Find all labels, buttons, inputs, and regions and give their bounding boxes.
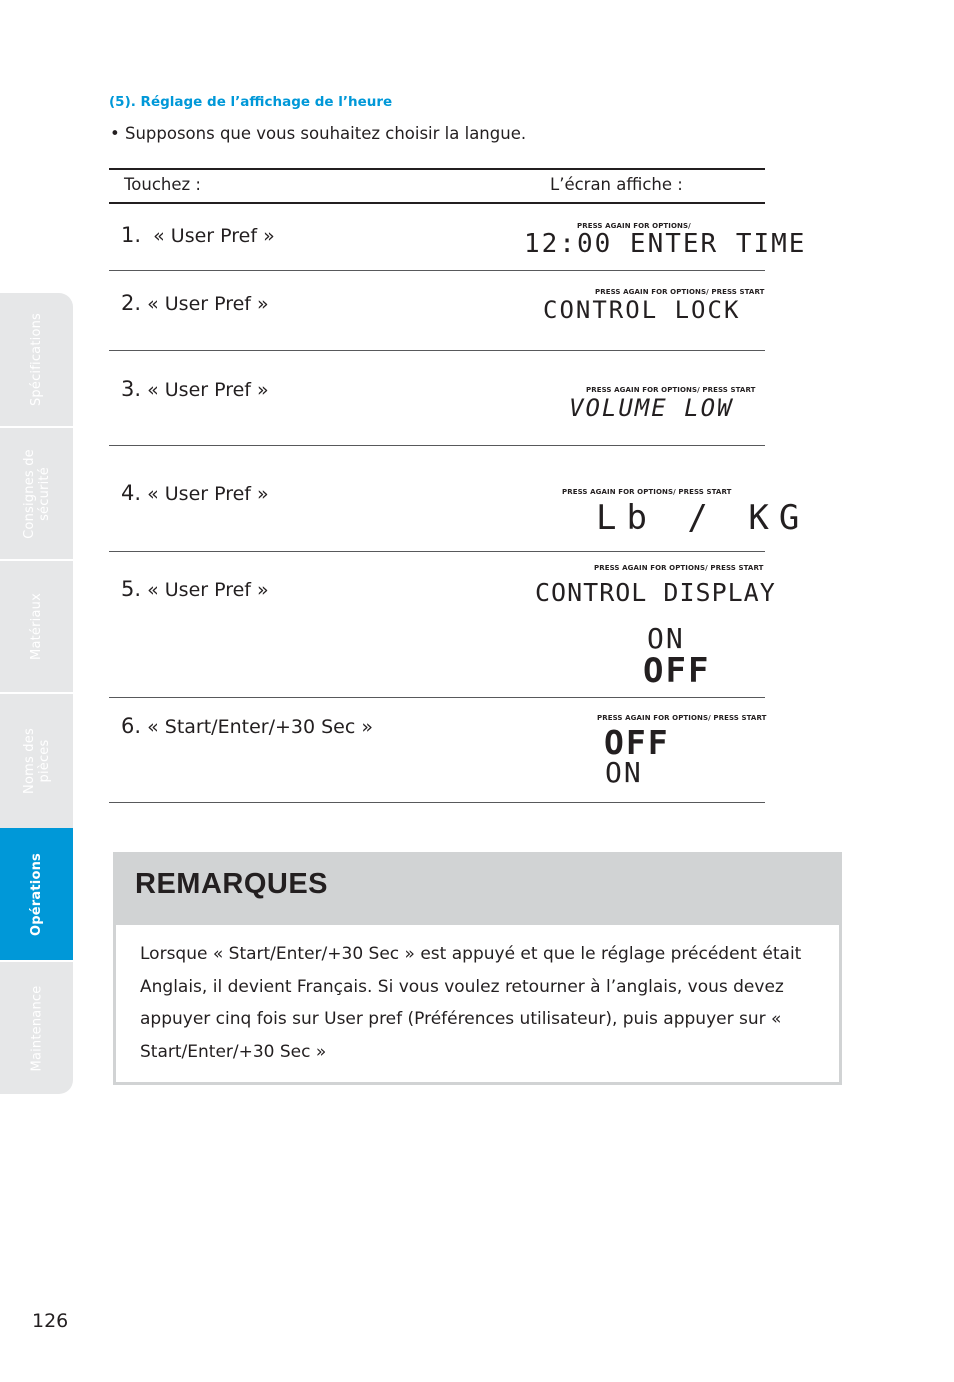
step-number: 5. xyxy=(121,577,142,601)
step-key: « User Pref » xyxy=(147,483,269,505)
tab-label: Opérations xyxy=(29,852,45,936)
display-hint: PRESS AGAIN FOR OPTIONS/ xyxy=(577,222,691,230)
tab-operations[interactable] xyxy=(0,828,73,960)
display-option-on: ON xyxy=(647,622,685,655)
tab-label: Noms des pièces xyxy=(21,727,52,794)
step-number: 2. xyxy=(121,291,142,315)
bullet-text: • Supposons que vous souhaitez choisir la langue. xyxy=(110,124,527,143)
step-row-2 xyxy=(121,291,269,315)
row-divider xyxy=(109,551,765,552)
step-number: 1. xyxy=(121,223,142,247)
tab-safety[interactable] xyxy=(0,428,73,559)
step-row-3 xyxy=(121,377,269,401)
display-text: CONTROL DISPLAY xyxy=(535,578,776,607)
step-key: « User Pref » xyxy=(147,293,269,315)
remarks-body: Lorsque « Start/Enter/+30 Sec » est appuyé et que le réglage précédent était Anglais, il devient Français. Si vous voulez retourner à l’anglais, vous devez appuyer cinq fois sur User pref (Préférences utilisateur), puis appuyer sur « Start/Enter/+30 Sec » xyxy=(140,944,802,1063)
row-divider xyxy=(109,445,765,446)
step-row-5 xyxy=(121,577,269,601)
tab-label: Matériaux xyxy=(29,593,44,660)
step-key: « User Pref » xyxy=(147,579,269,601)
remarks-title: REMARQUES xyxy=(135,868,329,900)
display-hint: PRESS AGAIN FOR OPTIONS/ PRESS START xyxy=(586,386,756,394)
step-number: 4. xyxy=(121,481,142,505)
display-hint: PRESS AGAIN FOR OPTIONS/ PRESS START xyxy=(562,488,732,496)
display-hint: PRESS AGAIN FOR OPTIONS/ PRESS START xyxy=(594,564,764,572)
display-text: VOLUME LOW xyxy=(569,394,734,422)
step-key: « Start/Enter/+30 Sec » xyxy=(147,716,373,738)
display-hint: PRESS AGAIN FOR OPTIONS/ PRESS START xyxy=(597,714,767,722)
side-tabs xyxy=(0,293,73,1094)
step-row-4 xyxy=(121,481,269,505)
step-key: « User Pref » xyxy=(147,379,269,401)
step-number: 6. xyxy=(121,714,142,738)
tab-label: Spécifications xyxy=(29,312,45,407)
display-text: CONTROL LOCK xyxy=(543,296,741,324)
tab-materials[interactable] xyxy=(0,561,73,692)
table-top-rule xyxy=(109,168,765,170)
display-option-off: OFF xyxy=(604,723,670,762)
step-row-1 xyxy=(121,223,275,247)
section-title: (5). Réglage de l’affichage de l’heure xyxy=(109,94,393,110)
display-hint: PRESS AGAIN FOR OPTIONS/ PRESS START xyxy=(595,288,765,296)
row-divider xyxy=(109,697,765,698)
tab-maintenance[interactable] xyxy=(0,962,73,1094)
row-divider xyxy=(109,350,765,351)
tab-parts[interactable] xyxy=(0,694,73,827)
column-header-screen: L’écran affiche : xyxy=(550,175,683,194)
column-header-touch: Touchez : xyxy=(124,175,201,194)
tab-label: Consignes de sécurité xyxy=(21,448,52,539)
display-option-off: OFF xyxy=(643,651,711,691)
row-divider xyxy=(109,270,765,271)
display-text: 12:00 ENTER TIME xyxy=(524,229,807,259)
page-number: 126 xyxy=(32,1310,69,1332)
step-row-6 xyxy=(121,714,373,738)
tab-specifications[interactable] xyxy=(0,293,73,426)
step-key: « User Pref » xyxy=(153,225,275,247)
tab-label: Maintenance xyxy=(29,985,45,1071)
step-number: 3. xyxy=(121,377,142,401)
table-header-rule xyxy=(109,202,765,204)
display-option-on: ON xyxy=(605,756,643,789)
display-text: Lb / KG xyxy=(596,498,810,538)
table-bottom-rule xyxy=(109,802,765,803)
